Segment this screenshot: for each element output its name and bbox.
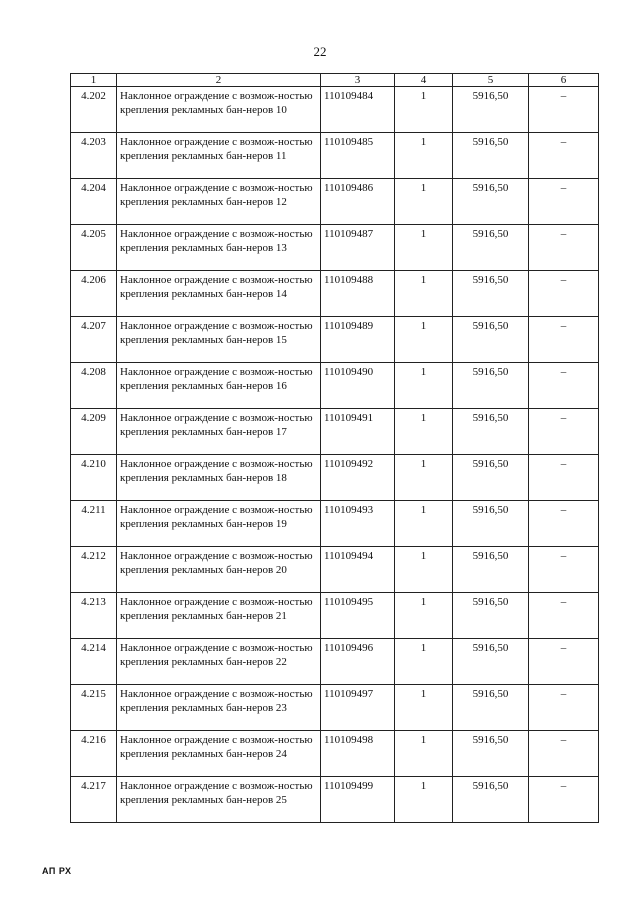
note-cell: –	[529, 409, 599, 455]
inventory-code-cell: 110109484	[321, 87, 395, 133]
table-row	[71, 317, 599, 363]
row-number-cell: 4.208	[71, 363, 117, 409]
quantity-cell: 1	[395, 777, 453, 823]
table-header-row	[71, 74, 599, 87]
row-number-cell: 4.215	[71, 685, 117, 731]
note-cell: –	[529, 87, 599, 133]
inventory-code-cell: 110109492	[321, 455, 395, 501]
page-number: 22	[313, 44, 327, 59]
quantity-cell: 1	[395, 179, 453, 225]
description-cell: Наклонное ограждение с возмож-ностью крепления рекламных бан-неров 24	[117, 731, 321, 777]
table-row	[71, 547, 599, 593]
price-cell: 5916,50	[453, 639, 529, 685]
note-cell: –	[529, 777, 599, 823]
table-row	[71, 639, 599, 685]
table-row	[71, 225, 599, 271]
quantity-cell: 1	[395, 731, 453, 777]
price-cell: 5916,50	[453, 363, 529, 409]
quantity-cell: 1	[395, 685, 453, 731]
table-row	[71, 731, 599, 777]
description-cell: Наклонное ограждение с возмож-ностью крепления рекламных бан-неров 25	[117, 777, 321, 823]
row-number-cell: 4.205	[71, 225, 117, 271]
price-cell: 5916,50	[453, 547, 529, 593]
footer-mark: АП РХ	[42, 866, 72, 876]
row-number-cell: 4.212	[71, 547, 117, 593]
price-cell: 5916,50	[453, 731, 529, 777]
row-number-cell: 4.217	[71, 777, 117, 823]
inventory-code-cell: 110109487	[321, 225, 395, 271]
inventory-code-cell: 110109498	[321, 731, 395, 777]
description-cell: Наклонное ограждение с возмож-ностью крепления рекламных бан-неров 17	[117, 409, 321, 455]
note-cell: –	[529, 685, 599, 731]
inventory-code-cell: 110109490	[321, 363, 395, 409]
note-cell: –	[529, 501, 599, 547]
table-row	[71, 363, 599, 409]
description-cell: Наклонное ограждение с возмож-ностью крепления рекламных бан-неров 10	[117, 87, 321, 133]
quantity-cell: 1	[395, 271, 453, 317]
row-number-cell: 4.202	[71, 87, 117, 133]
row-number-cell: 4.209	[71, 409, 117, 455]
table-row	[71, 133, 599, 179]
registry-table	[70, 73, 599, 823]
inventory-code-cell: 110109495	[321, 593, 395, 639]
description-cell: Наклонное ограждение с возмож-ностью крепления рекламных бан-неров 20	[117, 547, 321, 593]
inventory-code-cell: 110109494	[321, 547, 395, 593]
note-cell: –	[529, 317, 599, 363]
quantity-cell: 1	[395, 317, 453, 363]
inventory-code-cell: 110109488	[321, 271, 395, 317]
table-row	[71, 271, 599, 317]
quantity-cell: 1	[395, 363, 453, 409]
table-row	[71, 455, 599, 501]
note-cell: –	[529, 639, 599, 685]
note-cell: –	[529, 179, 599, 225]
description-cell: Наклонное ограждение с возмож-ностью крепления рекламных бан-неров 12	[117, 179, 321, 225]
column-header: 3	[321, 74, 395, 87]
table-row	[71, 777, 599, 823]
price-cell: 5916,50	[453, 225, 529, 271]
row-number-cell: 4.207	[71, 317, 117, 363]
inventory-code-cell: 110109499	[321, 777, 395, 823]
row-number-cell: 4.210	[71, 455, 117, 501]
description-cell: Наклонное ограждение с возмож-ностью крепления рекламных бан-неров 11	[117, 133, 321, 179]
row-number-cell: 4.204	[71, 179, 117, 225]
note-cell: –	[529, 593, 599, 639]
quantity-cell: 1	[395, 225, 453, 271]
note-cell: –	[529, 363, 599, 409]
note-cell: –	[529, 271, 599, 317]
column-header: 2	[117, 74, 321, 87]
table-row	[71, 87, 599, 133]
inventory-code-cell: 110109496	[321, 639, 395, 685]
price-cell: 5916,50	[453, 501, 529, 547]
price-cell: 5916,50	[453, 87, 529, 133]
row-number-cell: 4.206	[71, 271, 117, 317]
table-row	[71, 593, 599, 639]
price-cell: 5916,50	[453, 317, 529, 363]
note-cell: –	[529, 547, 599, 593]
table-row	[71, 409, 599, 455]
quantity-cell: 1	[395, 409, 453, 455]
inventory-code-cell: 110109486	[321, 179, 395, 225]
description-cell: Наклонное ограждение с возмож-ностью крепления рекламных бан-неров 15	[117, 317, 321, 363]
row-number-cell: 4.211	[71, 501, 117, 547]
note-cell: –	[529, 133, 599, 179]
table-row	[71, 685, 599, 731]
column-header: 4	[395, 74, 453, 87]
description-cell: Наклонное ограждение с возмож-ностью крепления рекламных бан-неров 13	[117, 225, 321, 271]
price-cell: 5916,50	[453, 179, 529, 225]
row-number-cell: 4.213	[71, 593, 117, 639]
column-header: 5	[453, 74, 529, 87]
description-cell: Наклонное ограждение с возмож-ностью крепления рекламных бан-неров 23	[117, 685, 321, 731]
quantity-cell: 1	[395, 87, 453, 133]
note-cell: –	[529, 731, 599, 777]
inventory-code-cell: 110109497	[321, 685, 395, 731]
description-cell: Наклонное ограждение с возмож-ностью крепления рекламных бан-неров 18	[117, 455, 321, 501]
note-cell: –	[529, 455, 599, 501]
price-cell: 5916,50	[453, 271, 529, 317]
quantity-cell: 1	[395, 593, 453, 639]
quantity-cell: 1	[395, 455, 453, 501]
row-number-cell: 4.214	[71, 639, 117, 685]
quantity-cell: 1	[395, 133, 453, 179]
quantity-cell: 1	[395, 639, 453, 685]
price-cell: 5916,50	[453, 685, 529, 731]
price-cell: 5916,50	[453, 455, 529, 501]
inventory-code-cell: 110109491	[321, 409, 395, 455]
description-cell: Наклонное ограждение с возмож-ностью крепления рекламных бан-неров 21	[117, 593, 321, 639]
price-cell: 5916,50	[453, 133, 529, 179]
description-cell: Наклонное ограждение с возмож-ностью крепления рекламных бан-неров 22	[117, 639, 321, 685]
description-cell: Наклонное ограждение с возмож-ностью крепления рекламных бан-неров 14	[117, 271, 321, 317]
quantity-cell: 1	[395, 501, 453, 547]
price-cell: 5916,50	[453, 777, 529, 823]
description-cell: Наклонное ограждение с возмож-ностью крепления рекламных бан-неров 19	[117, 501, 321, 547]
inventory-code-cell: 110109485	[321, 133, 395, 179]
inventory-code-cell: 110109489	[321, 317, 395, 363]
row-number-cell: 4.216	[71, 731, 117, 777]
quantity-cell: 1	[395, 547, 453, 593]
inventory-code-cell: 110109493	[321, 501, 395, 547]
note-cell: –	[529, 225, 599, 271]
description-cell: Наклонное ограждение с возмож-ностью крепления рекламных бан-неров 16	[117, 363, 321, 409]
row-number-cell: 4.203	[71, 133, 117, 179]
price-cell: 5916,50	[453, 593, 529, 639]
column-header: 6	[529, 74, 599, 87]
table-row	[71, 179, 599, 225]
column-header: 1	[71, 74, 117, 87]
price-cell: 5916,50	[453, 409, 529, 455]
table-row	[71, 501, 599, 547]
